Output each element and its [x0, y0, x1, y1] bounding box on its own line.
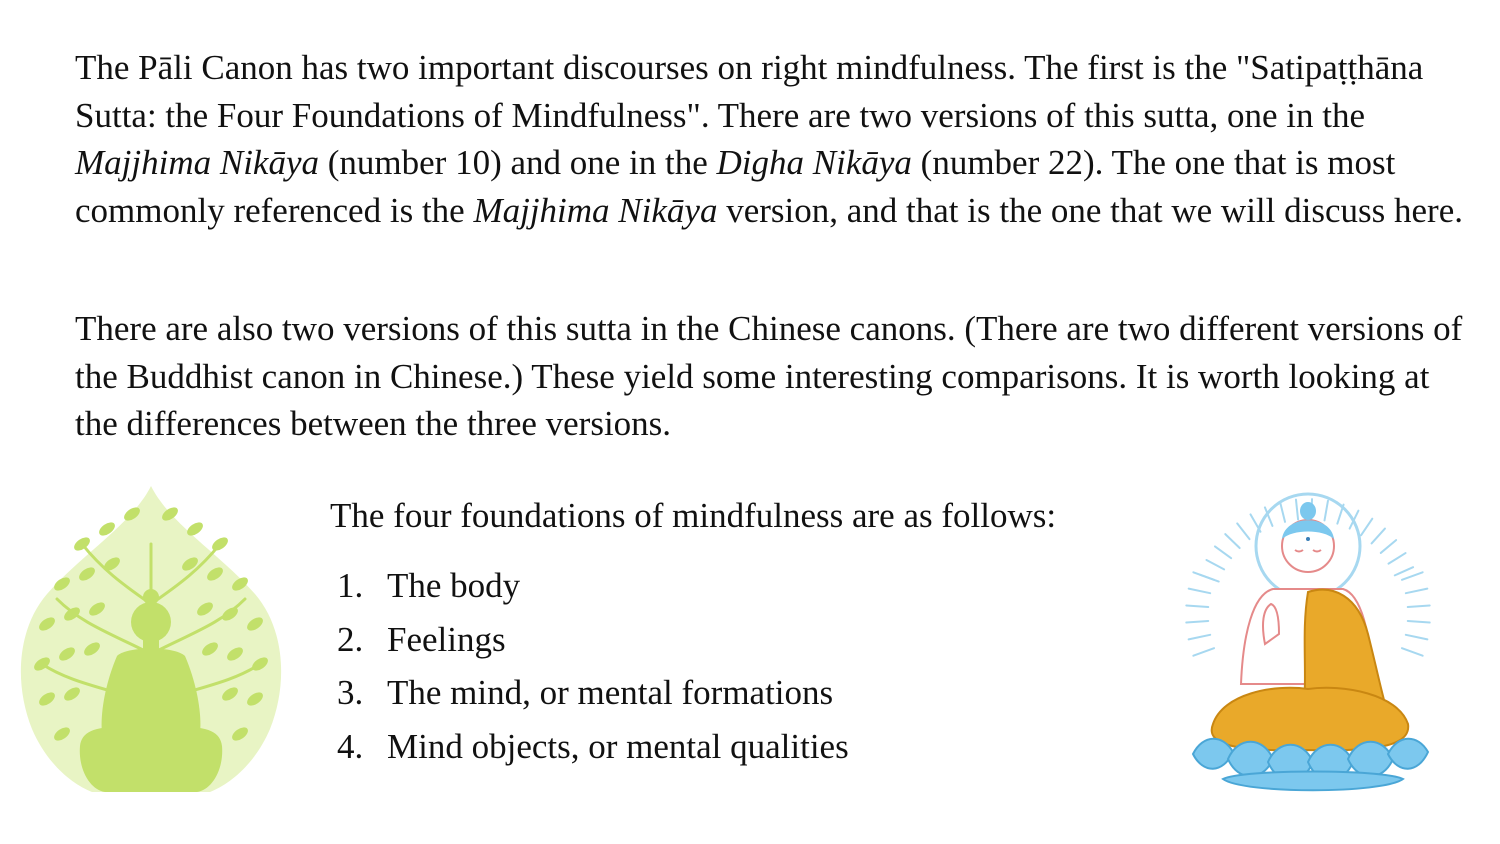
- bodhi-tree-buddha-icon: [12, 484, 290, 794]
- list-text: Feelings: [387, 619, 506, 659]
- list-text: The body: [387, 566, 521, 605]
- meditating-buddha-icon: [1183, 484, 1443, 796]
- paragraph-pali-canon: [75, 44, 1475, 234]
- list-number: 3.: [337, 673, 364, 712]
- list-item: [337, 722, 849, 776]
- paragraph-chinese-canons: There are also two versions of this sutta in the Chinese canons. (There are two different versions of the Buddhist canon in Chinese.) These yield some interesting comparisons. It is worth looking at the differences between the three versions.: [75, 309, 1463, 443]
- list-intro: The four foundations of mindfulness are as follows:: [330, 496, 1057, 535]
- list-number: 4.: [337, 726, 364, 766]
- p1-text-4: version, and that is the one that we will discuss here.: [717, 190, 1463, 230]
- p1-text-3: (number 22). The one that is most commonly referenced is the: [75, 143, 1396, 230]
- list-item: [337, 615, 849, 669]
- p1-italic-majjhima-2: Majjhima Nikāya: [473, 190, 718, 230]
- list-item: [337, 561, 849, 615]
- p1-text-1: The Pāli Canon has two important discourses on right mindfulness. The first is the "Satipaṭṭhāna Sutta: the Four Foundations of Mindfulness". There are two versions of this sutta, one in the: [75, 48, 1424, 135]
- list-item: [337, 668, 849, 722]
- list-text: Mind objects, or mental qualities: [387, 726, 849, 766]
- p1-text-2: (number 10) and one in the: [319, 143, 717, 182]
- foundations-list: [337, 561, 849, 775]
- p1-italic-majjhima: Majjhima Nikāya: [75, 143, 319, 182]
- p1-italic-digha: Digha Nikāya: [716, 143, 912, 182]
- list-number: 1.: [337, 566, 364, 605]
- list-text: The mind, or mental formations: [387, 673, 834, 712]
- list-number: 2.: [337, 619, 364, 659]
